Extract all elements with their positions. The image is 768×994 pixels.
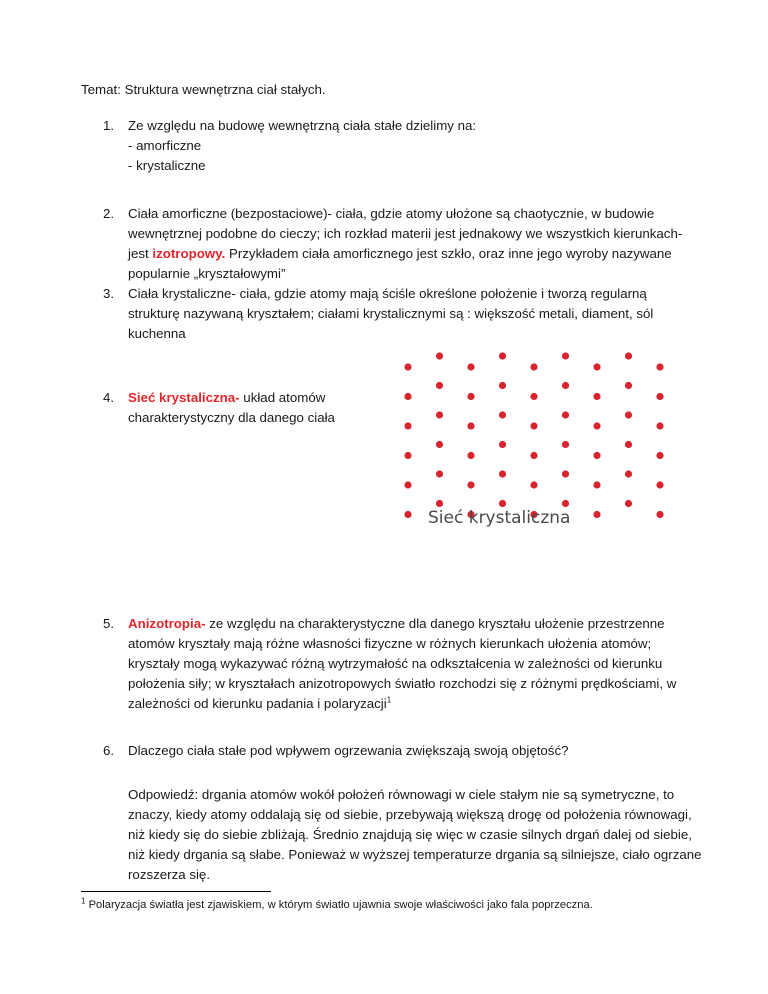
- list-item-text: Ciała krystaliczne- ciała, gdzie atomy mają ściśle określone położenie i tworzą regularną strukturę nazywaną kryształem; ciałami krystalicznymi są : większość metali, diament, sól kuchenna: [128, 286, 654, 341]
- lattice-atom: [562, 352, 569, 359]
- lattice-atom: [404, 452, 411, 459]
- list-item-2: [103, 204, 683, 284]
- lattice-atom: [436, 470, 443, 477]
- lattice-atom: [562, 500, 569, 507]
- lattice-atom: [625, 441, 632, 448]
- lattice-atom: [656, 511, 663, 518]
- lattice-atom: [530, 393, 537, 400]
- lattice-atom: [499, 500, 506, 507]
- lattice-atom: [467, 393, 474, 400]
- lattice-atom: [404, 422, 411, 429]
- lattice-atom: [436, 382, 443, 389]
- lattice-atom: [593, 481, 600, 488]
- lattice-atom: [625, 470, 632, 477]
- lattice-atom: [467, 481, 474, 488]
- lattice-atom: [499, 352, 506, 359]
- lattice-atom: [562, 382, 569, 389]
- crystal-lattice-figure: [384, 330, 684, 530]
- lattice-atom: [467, 422, 474, 429]
- lattice-atom: [656, 363, 663, 370]
- lattice-atom: [593, 363, 600, 370]
- lattice-atom: [593, 422, 600, 429]
- list-number: 3.: [103, 286, 115, 301]
- sub-item-crystalline: - krystaliczne: [128, 158, 206, 173]
- lattice-atom: [499, 411, 506, 418]
- lattice-atom: [436, 500, 443, 507]
- lattice-atom: [404, 363, 411, 370]
- footnote-marker: 1: [81, 896, 86, 906]
- lattice-atom: [593, 393, 600, 400]
- list-item-text: Sieć krystaliczna- układ atomów charakterystyczny dla danego ciała: [128, 390, 335, 425]
- answer-paragraph: Odpowiedź: drgania atomów wokół położeń równowagi w ciele stałym nie są symetryczne, to znaczy, kiedy atomy oddalają się od siebie, przebywają większą drogę od położenia równowagi, niż kiedy się do siebie zbliżają. Średnio znajdują się więc w czasie silnych drgań dalej od siebie, niż kiedy drgania są słabe. Ponieważ w wyższej temperaturze drgania są silniejsze, ciało ogrzane rozszerza się.: [128, 787, 702, 882]
- lattice-atom: [656, 422, 663, 429]
- figure-caption: Sieć krystaliczna: [428, 508, 571, 528]
- list-number: 2.: [103, 206, 115, 221]
- lattice-atom: [530, 481, 537, 488]
- lattice-atom: [656, 393, 663, 400]
- lattice-atom: [593, 452, 600, 459]
- lattice-atom: [562, 441, 569, 448]
- list-number: 4.: [103, 390, 115, 405]
- highlight-isotropic: izotropowy.: [152, 246, 226, 261]
- lattice-atom: [530, 452, 537, 459]
- footnote-text: Polaryzacja światła jest zjawiskiem, w którym światło ujawnia swoje właściwości jako fala poprzeczna.: [88, 899, 593, 911]
- sub-item-amorphous: - amorficzne: [128, 138, 202, 153]
- lattice-atom: [530, 363, 537, 370]
- footnote: [81, 897, 593, 913]
- list-number: 6.: [103, 743, 115, 758]
- lattice-atom: [499, 470, 506, 477]
- document-title: Temat: Struktura wewnętrzna ciał stałych.: [81, 82, 326, 97]
- list-item-5: [103, 614, 683, 714]
- highlight-crystal-lattice: Sieć krystaliczna-: [128, 390, 240, 405]
- list-number: 1.: [103, 118, 115, 133]
- highlight-anisotropy: Anizotropia-: [128, 616, 206, 631]
- lattice-atom: [436, 441, 443, 448]
- list-item-1: [103, 116, 683, 176]
- list-item-text: Ze względu na budowę wewnętrzną ciała stałe dzielimy na:: [128, 118, 477, 133]
- lattice-atom: [562, 411, 569, 418]
- lattice-atom: [562, 470, 569, 477]
- list-number: 5.: [103, 616, 115, 631]
- lattice-atom: [625, 411, 632, 418]
- lattice-atom: [499, 441, 506, 448]
- lattice-atom: [625, 352, 632, 359]
- lattice-atom: [436, 411, 443, 418]
- footnote-reference[interactable]: 1: [386, 695, 392, 705]
- lattice-atom: [467, 452, 474, 459]
- list-item-text: Ciała amorficzne (bezpostaciowe)- ciała, gdzie atomy ułożone są chaotycznie, w budowie wewnętrznej podobne do cieczy; ich rozkład materii jest jednakowy we wszystkich kierunkach- jest izotropowy. Przykładem ciała amorficznego jest szkło, oraz inne jego wyroby nazywane popularnie „kryształowymi”: [128, 206, 683, 281]
- footnote-separator: [81, 891, 271, 892]
- lattice-atom: [625, 382, 632, 389]
- list-item-text: Dlaczego ciała stałe pod wpływem ogrzewania zwiększają swoją objętość?: [128, 743, 569, 758]
- lattice-atom: [656, 481, 663, 488]
- lattice-atom: [625, 500, 632, 507]
- lattice-atom: [530, 422, 537, 429]
- lattice-atom: [404, 511, 411, 518]
- lattice-atom: [404, 481, 411, 488]
- lattice-atom: [593, 511, 600, 518]
- list-item-6: [103, 741, 683, 761]
- lattice-atom: [404, 393, 411, 400]
- lattice-atom: [436, 352, 443, 359]
- list-item-text: Anizotropia- ze względu na charakterystyczne dla danego kryształu ułożenie przestrzenne atomów kryształy mają różne własności fizyczne w różnych kierunkach ułożenia atomów; kryształy mogą wykazywać różną wytrzymałość na odkształcenia w zależności od kierunku położenia siły; w kryształach anizotropowych światło rozchodzi się z różnymi prędkościami, w zależności od kierunku padania i polaryzacji$^1$: [128, 616, 677, 711]
- lattice-atom: [499, 382, 506, 389]
- lattice-atom: [656, 452, 663, 459]
- lattice-atom: [467, 363, 474, 370]
